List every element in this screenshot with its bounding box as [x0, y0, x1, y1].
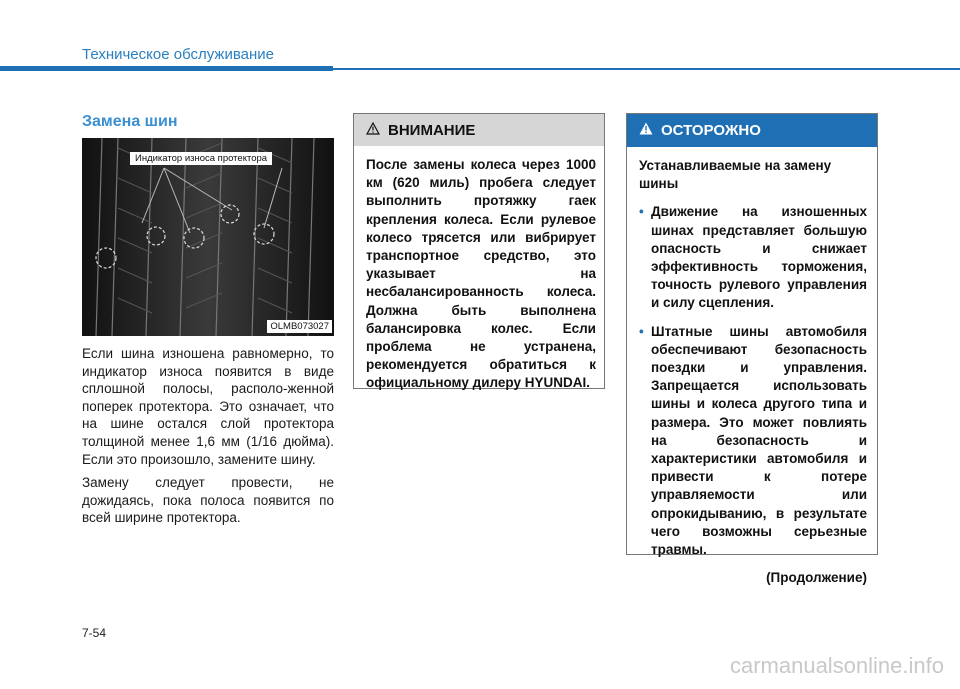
warning-title: ВНИМАНИЕ: [388, 121, 476, 139]
warning-text: После замены колеса через 1000 км (620 миль) пробега следует выполнить протяжку гаек крепления колеса. Если рулевое колесо трясется или вибрирует транспортное средство, это указывает на несбалансированность колеса. Должна быть выполнена балансировка колес. Если проблема не устранена, рекомендуется обратиться к официальному дилеру HYUNDAI.: [366, 157, 596, 391]
caution-title: ОСТОРОЖНО: [661, 122, 761, 139]
body-paragraph: Замену следует провести, не дожидаясь, пока полоса появится по всей ширине протектора.: [82, 475, 334, 526]
body-text: [82, 345, 334, 533]
caution-list: [639, 203, 867, 559]
figure-code: OLMB073027: [267, 320, 332, 333]
section-title: Замена шин: [82, 113, 178, 130]
caution-item: [639, 203, 867, 312]
warning-box: [353, 113, 605, 389]
caution-header: [627, 114, 877, 147]
body-paragraph: Если шина изношена равномерно, то индикатор износа появится в виде сплошной полосы, располо-женной поперек протектора. Это означает, что на шине остался слой протектора толщиной менее 1,6 мм (1/16 дюйма). Если это произошло, замените шину.: [82, 346, 334, 467]
caution-item-text: Штатные шины автомобиля обеспечивают безопасность поездки и управления. Запрещается использовать шины и колеса другого типа и размера. Это может повлиять на безопасность и характеристики автомобиля и привести к потере управляемости или опрокидыванию, в результате чего возможны серьезные травмы.: [651, 323, 867, 558]
header-rule-thick: [0, 66, 333, 71]
page-header-title: Техническое обслуживание: [82, 46, 274, 63]
page-number: 7-54: [82, 626, 107, 640]
watermark: carmanualsonline.info: [729, 653, 944, 678]
bullet-dot-icon: •: [639, 323, 644, 339]
caution-item: [639, 323, 867, 560]
caution-body: [627, 147, 877, 587]
figure-caption: Индикатор износа протектора: [130, 152, 272, 165]
warning-triangle-icon: [366, 122, 380, 139]
tire-tread-figure: [82, 138, 334, 336]
warning-header: [354, 114, 604, 146]
tire-illustration: [82, 138, 334, 336]
caution-continued: (Продолжение): [766, 570, 867, 586]
caution-triangle-icon: [639, 122, 653, 139]
caution-box: [626, 113, 878, 586]
bullet-dot-icon: •: [639, 204, 644, 220]
caution-item-text: Движение на изношенных шинах представляет большую опасность и снижает эффективность торможения, точность рулевого управления и силу сцепления.: [651, 204, 867, 311]
header-rule-thin: [333, 68, 960, 70]
caution-intro: Устанавливаемые на замену шины: [639, 158, 832, 192]
